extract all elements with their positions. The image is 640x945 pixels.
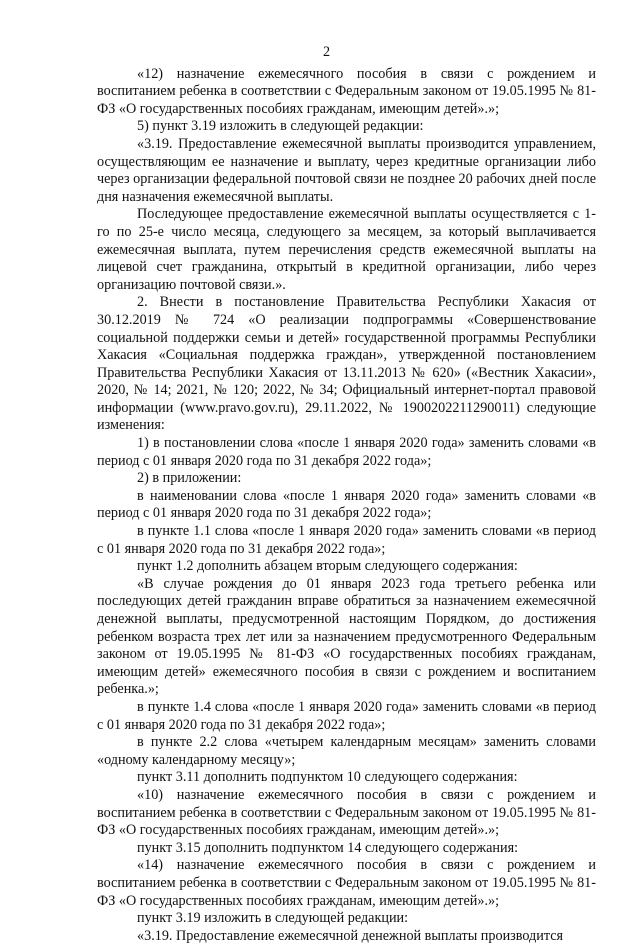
paragraph-clause-3-15: пункт 3.15 дополнить подпунктом 14 следующего содержания: <box>137 839 519 856</box>
paragraph-change-1: 1) в постановлении слова «после 1 января 2020 года» заменить словами «в период с 01 января 2020 года по 31 декабря 2022 года»; <box>97 435 596 469</box>
paragraph-clause-3-19-text: «3.19. Предоставление ежемесячной денежной выплаты производится <box>137 927 564 944</box>
paragraph-clause-2-2: в пункте 2.2 слова «четырем календарным месяцам» заменить словами «одному календарному месяцу»; <box>97 734 596 768</box>
paragraph-clause-3-19: «3.19. Предоставление ежемесячной выплаты производится управлением, осуществляющим ее назначение и выплату, через кредитные организации либо через организации федеральной почтовой связи не позднее 20 рабочих дней после дня назначения ежемесячной выплаты. <box>97 135 596 205</box>
paragraph-subitem-12: «12) назначение ежемесячного пособия в связи с рождением и воспитанием ребенка в соответствии с Федеральным законом от 19.05.1995 № 81-ФЗ «О государственных пособиях гражданам, имеющим детей».»; <box>97 65 596 117</box>
paragraph-clause-1-1: в пункте 1.1 слова «после 1 января 2020 года» заменить словами «в период с 01 января 2020 года по 31 декабря 2022 года»; <box>97 523 596 557</box>
paragraph-subsequent-payment: Последующее предоставление ежемесячной выплаты осуществляется с 1-го по 25-е число месяца, следующего за месяцем, за который выплачивается ежемесячная выплата, путем перечисления средств ежемесячной выплаты на лицевой счет гражданина, открытый в кредитной организации, либо через организацию почтовой связи.». <box>97 206 596 293</box>
paragraph-subitem-10: «10) назначение ежемесячного пособия в связи с рождением и воспитанием ребенка в соответствии с Федеральным законом от 19.05.1995 № 81-ФЗ «О государственных пособиях гражданам, имеющим детей».»; <box>97 786 596 839</box>
paragraph-item-5: 5) пункт 3.19 изложить в следующей редакции: <box>137 118 424 135</box>
paragraph-change-2: 2) в приложении: <box>137 470 242 487</box>
paragraph-clause-1-4: в пункте 1.4 слова «после 1 января 2020 года» заменить словами «в период с 01 января 2020 года по 31 декабря 2022 года»; <box>97 698 596 733</box>
paragraph-subitem-14: «14) назначение ежемесячного пособия в связи с рождением и воспитанием ребенка в соответствии с Федеральным законом от 19.05.1995 № 81-ФЗ «О государственных пособиях гражданам, имеющим детей».»; <box>97 857 596 909</box>
paragraph-third-child: «В случае рождения до 01 января 2023 года третьего ребенка или последующих детей гражданин вправе обратиться за назначением ежемесячной денежной выплаты, предусмотренной настоящим Порядком, до достижения ребенком возраста трех лет или за назначением предусмотренного Федеральным законом от 19.05.1995 № 81-ФЗ «О государственных пособиях гражданам, имеющим детей» ежемесячного пособия в связи с рождением и воспитанием ребенка.»; <box>97 575 596 698</box>
paragraph-clause-1-2: пункт 1.2 дополнить абзацем вторым следующего содержания: <box>137 558 518 575</box>
paragraph-section-2: 2. Внести в постановление Правительства Республики Хакасия от 30.12.2019 № 724 «О реализации подпрограммы «Совершенствование социальной поддержки семьи и детей» государственной программы Республики Хакасия «Социальная поддержка граждан», утвержденной постановлением Правительства Республики Хакасия от 13.11.2013 № 620» («Вестник Хакасии», 2020, № 14; 2021, № 120; 2022, № 34; Официальный интернет-портал правовой информации (www.pravo.gov.ru), 29.11.2022, № 1900202211290011) следующие изменения: <box>97 294 596 434</box>
paragraph-clause-3-19-intro: пункт 3.19 изложить в следующей редакции: <box>137 910 409 927</box>
page-number: 2 <box>322 44 331 60</box>
paragraph-title-change: в наименовании слова «после 1 января 2020 года» заменить словами «в период с 01 января 2020 года по 31 декабря 2022 года»; <box>97 487 596 522</box>
paragraph-clause-3-11: пункт 3.11 дополнить подпунктом 10 следующего содержания: <box>137 769 518 786</box>
